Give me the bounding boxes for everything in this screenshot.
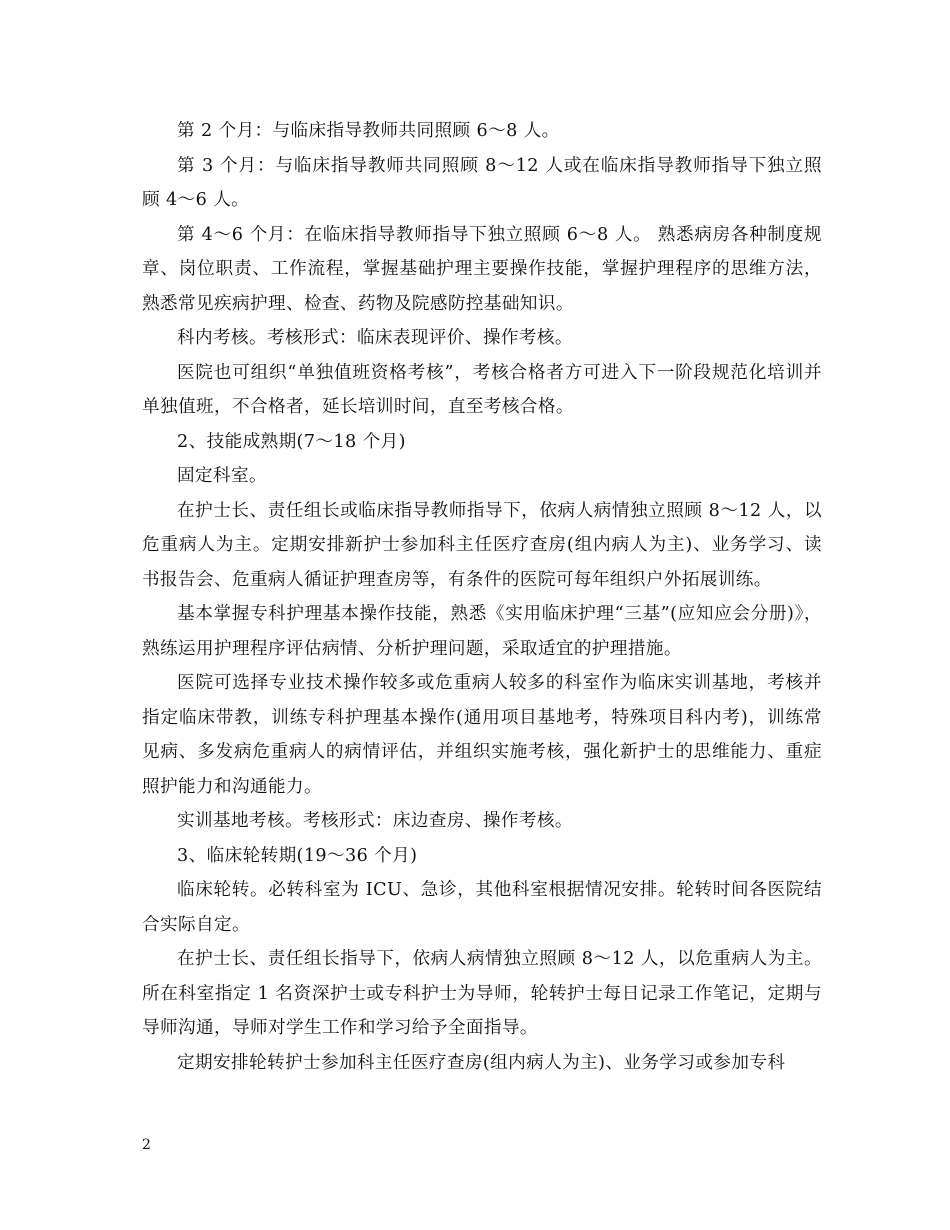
- paragraph: 实训基地考核。考核形式：床边查房、操作考核。: [177, 811, 573, 831]
- paragraph: 第 2 个月：与临床指导教师共同照顾 6～8 人。: [177, 121, 560, 141]
- section-heading: 3、临床轮转期(19～36 个月): [177, 845, 418, 866]
- paragraph: 定期安排轮转护士参加科主任医疗查房(组内病人为主)、业务学习或参加专科: [177, 1052, 786, 1073]
- page-number: 2: [142, 1137, 151, 1153]
- paragraph: 第 3 个月：与临床指导教师共同照顾 8～12 人或在临床指导教师指导下独立照顾 4～6 人。: [142, 155, 822, 210]
- paragraph: 第 4～6 个月：在临床指导教师指导下独立照顾 6～8 人。 熟悉病房各种制度规章、岗位职责、工作流程，掌握基础护理主要操作技能，掌握护理程序的思维方法，熟悉常见疾病护理、检查、药物及院感防控基础知识。: [142, 224, 822, 314]
- paragraph: 医院也可组织“单独值班资格考核”，考核合格者方可进入下一阶段规范化培训并单独值班，不合格者，延长培训时间，直至考核合格。: [142, 362, 822, 417]
- paragraph: 在护士长、责任组长指导下，依病人病情独立照顾 8～12 人，以危重病人为主。所在科室指定 1 名资深护士或专科护士为导师，轮转护士每日记录工作笔记，定期与导师沟通，导师对学生工作和学习给予全面指导。: [142, 949, 822, 1038]
- paragraph: 在护士长、责任组长或临床指导教师指导下，依病人病情独立照顾 8～12 人，以危重病人为主。定期安排新护士参加科主任医疗查房(组内病人为主)、业务学习、读书报告会、危重病人循证护理查房等，有条件的医院可每年组织户外拓展训练。: [142, 500, 822, 590]
- paragraph: 医院可选择专业技术操作较多或危重病人较多的科室作为临床实训基地，考核并指定临床带教，训练专科护理基本操作(通用项目基地考，特殊项目科内考)，训练常见病、多发病危重病人的病情评估，并组织实施考核，强化新护士的思维能力、重症照护能力和沟通能力。: [142, 673, 822, 797]
- section-heading: 2、技能成熟期(7～18 个月): [177, 431, 406, 452]
- paragraph: 科内考核。考核形式：临床表现评价、操作考核。: [177, 328, 573, 348]
- paragraph: 临床轮转。必转科室为 ICU、急诊，其他科室根据情况安排。轮转时间各医院结合实际自定。: [142, 880, 822, 935]
- paragraph: 固定科室。: [177, 466, 267, 486]
- document-body: [142, 114, 822, 1080]
- paragraph: 基本掌握专科护理基本操作技能，熟悉《实用临床护理“三基”(应知应会分册)》，熟练运用护理程序评估病情、分析护理问题，采取适宜的护理措施。: [142, 604, 822, 659]
